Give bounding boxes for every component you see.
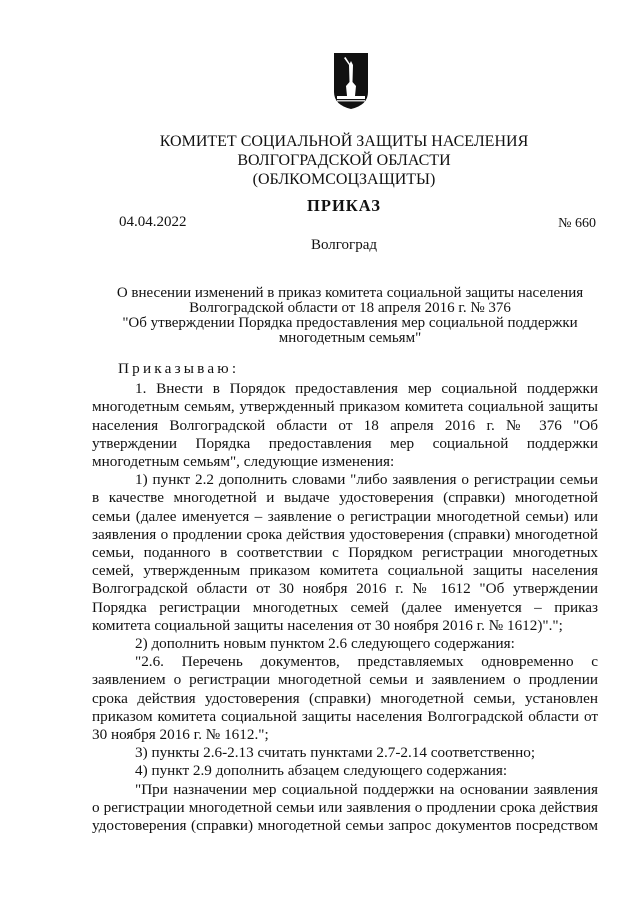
paragraph-7: "При назначении мер социальной поддержки на основании заявления о регистрации многодетной семьи или заявления о продлении срока действия удостоверения (справки) многодетной семьи запрос документов посредством — [92, 780, 598, 835]
paragraph-1: 1. Внести в Порядок предоставления мер социальной поддержки многодетным семьям, утвержденный приказом комитета социальной защиты населения Волгоградской области от 18 апреля 2016 г. № 376 "Об утверждении Порядка предоставления мер социальной поддержки многодетным семьям", следующие изменения: — [92, 380, 598, 471]
document-title: ПРИКАЗ — [307, 196, 381, 215]
org-line-2: ВОЛГОГРАДСКОЙ ОБЛАСТИ — [237, 152, 451, 169]
paragraph-3: 2) дополнить новым пунктом 2.6 следующего содержания: — [135, 635, 515, 653]
coat-of-arms-icon — [333, 52, 369, 110]
order-city: Волгоград — [310, 237, 377, 253]
organization-name — [0, 132, 640, 189]
subject-line-3: "Об утверждении Порядка предоставления мер социальной поддержки — [122, 315, 578, 331]
order-lead: Приказываю: — [118, 360, 240, 377]
order-date: 04.04.2022 — [119, 214, 187, 230]
subject-line-2: Волгоградской области от 18 апреля 2016 г. № 376 — [189, 300, 511, 316]
org-line-1: КОМИТЕТ СОЦИАЛЬНОЙ ЗАЩИТЫ НАСЕЛЕНИЯ — [159, 133, 529, 150]
paragraph-2: 1) пункт 2.2 дополнить словами "либо заявления о регистрации семьи в качестве многодетной и выдаче удостоверения (справки) многодетной семьи (далее именуется – заявление о регистрации многодетной семьи) или заявления о продлении срока действия удостоверения (справки) многодетной семьи, поданного в соответствии с Порядком регистрации многодетных семей, утвержденным приказом комитета социальной защиты населения Волгоградской области от 30 ноября 2016 г. № 1612 "Об утверждении Порядка регистрации многодетных семей (далее именуется – приказ комитета социальной защиты населения от 30 ноября 2016 г. № 1612)"."; — [92, 471, 598, 634]
order-number: № 660 — [558, 216, 596, 231]
paragraph-6: 4) пункт 2.9 дополнить абзацем следующего содержания: — [135, 762, 508, 780]
org-line-3: (ОБЛКОМСОЦЗАЩИТЫ) — [252, 171, 436, 188]
subject-line-1: О внесении изменений в приказ комитета социальной защиты населения — [116, 285, 584, 301]
paragraph-5: 3) пункты 2.6-2.13 считать пунктами 2.7-2.14 соответственно; — [135, 744, 536, 762]
order-body — [92, 360, 598, 835]
paragraph-4: "2.6. Перечень документов, представляемых одновременно с заявлением о регистрации многодетной семьи и заявлением о продлении срока действия удостоверения (справки) многодетной семьи, установлен приказом комитета социальной защиты населения Волгоградской области от 30 ноября 2016 г. № 1612."; — [92, 653, 598, 744]
subject-line-4: многодетным семьям" — [278, 330, 422, 346]
order-subject — [90, 286, 610, 346]
